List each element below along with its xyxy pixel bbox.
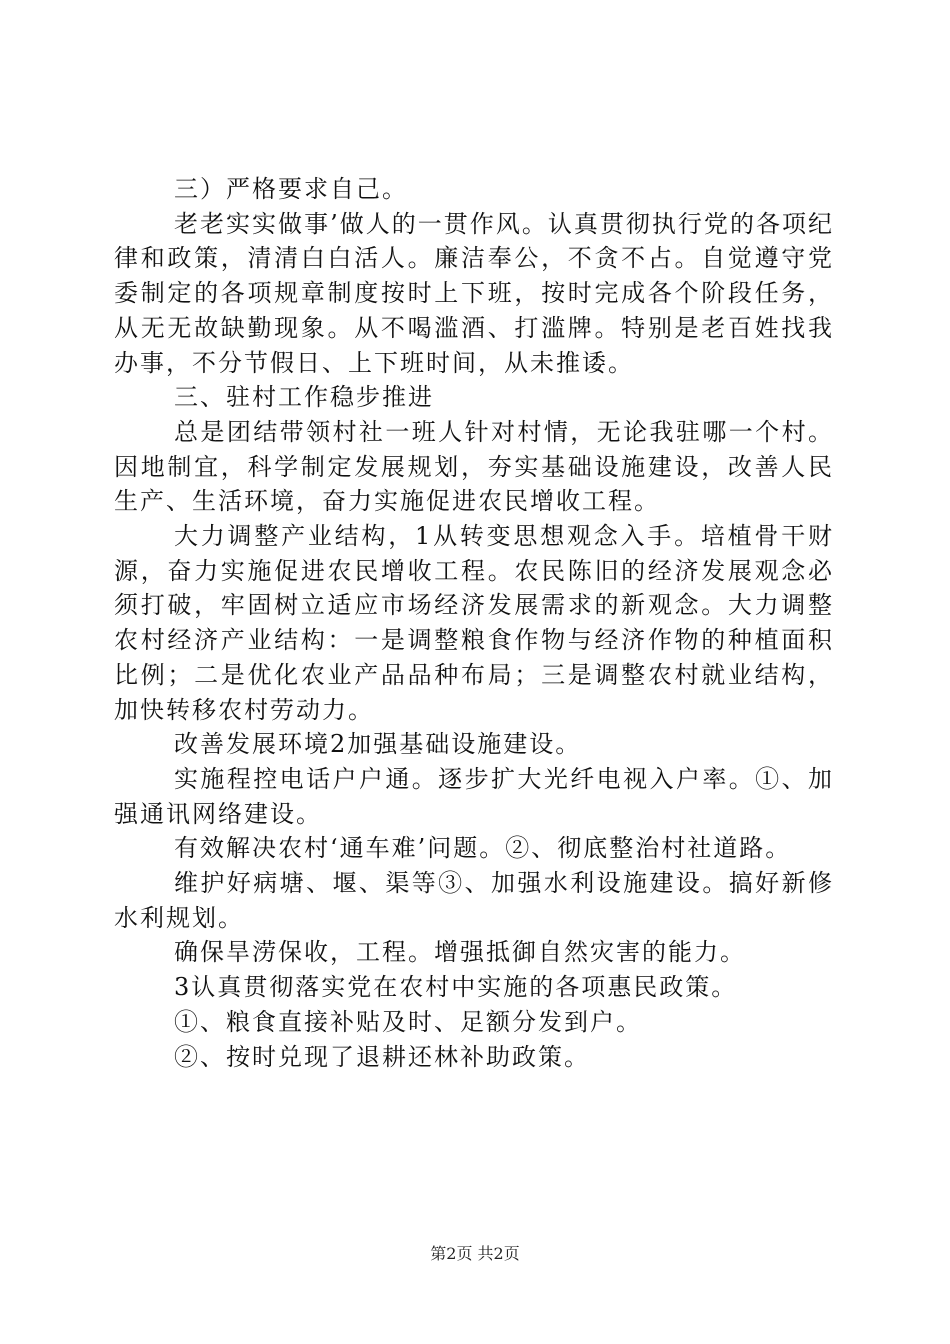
paragraph: 3认真贯彻落实党在农村中实施的各项惠民政策。: [174, 973, 738, 1002]
paragraph: 维护好病塘、堰、渠等③、加强水利设施建设。搞好新修水利规划。: [114, 869, 834, 932]
paragraph: 实施程控电话户户通。逐步扩大光纤电视入户率。①、加强通讯网络建设。: [114, 764, 834, 828]
paragraph: 大力调整产业结构，1从转变思想观念入手。培植骨干财源，奋力实施促进农民增收工程。农民陈旧的经济发展观念必须打破，牢固树立适应市场经济发展需求的新观念。大力调整农村经济产业结构：一是调整粮食作物与经济作物的种植面积比例；二是优化农业产品品种布局；三是调整农村就业结构，加快转移农村劳动力。: [114, 522, 834, 724]
paragraph: ①、粮食直接补贴及时、足额分发到户。: [174, 1007, 642, 1036]
paragraph: 总是团结带领村社一班人针对村情，无论我驻哪一个村。因地制宜，科学制定发展规划，夯实基础设施建设，改善人民生产、生活环境，奋力实施促进农民增收工程。: [114, 417, 834, 516]
paragraph: 三）严格要求自己。: [174, 175, 408, 203]
paragraph: ②、按时兑现了退耕还林补助政策。: [174, 1042, 590, 1071]
section-heading: 三、驻村工作稳步推进: [174, 383, 434, 412]
paragraph: 老老实实做事’做人的一贯作风。认真贯彻执行党的各项纪律和政策，清清白白活人。廉洁奉公，不贪不占。自觉遵守党委制定的各项规章制度按时上下班，按时完成各个阶段任务，从无无故缺勤现象。从不喝滥酒、打滥牌。特别是老百姓找我办事，不分节假日、上下班时间，从未推诿。: [114, 209, 834, 377]
paragraph: 有效解决农村‘通车难’问题。②、彻底整治村社道路。: [174, 834, 792, 863]
paragraph: 确保旱涝保收，工程。增强抵御自然灾害的能力。: [174, 938, 746, 967]
page-footer: 第2页 共2页: [430, 1244, 520, 1263]
paragraph: 改善发展环境2加强基础设施建设。: [174, 730, 582, 759]
document-body: [114, 172, 834, 1074]
